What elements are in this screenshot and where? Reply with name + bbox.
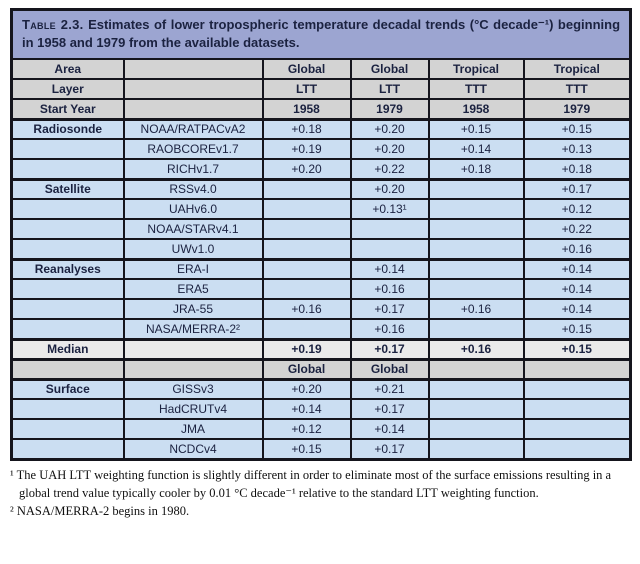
cell-global-1958: +0.20: [263, 379, 351, 399]
cell-global-1979: +0.16: [351, 319, 429, 339]
row-reanalyses-merra2: [12, 319, 631, 339]
cell-global-1958: +0.12: [263, 419, 351, 439]
header-label-area: Area: [12, 59, 124, 79]
footnote-2: ² NASA/MERRA-2 begins in 1980.: [10, 504, 190, 519]
cell-global-1979: +0.14: [351, 259, 429, 279]
cell-global-1979: +0.17: [351, 399, 429, 419]
cell-dataset: [124, 79, 263, 99]
cell-global-1958: +0.18: [263, 119, 351, 139]
row-radiosonde-rich: [12, 159, 631, 179]
cell-dataset: RAOBCOREv1.7: [124, 139, 263, 159]
header-row-area: [12, 59, 631, 79]
group-label-empty: [12, 219, 124, 239]
cell-global-1958: +0.15: [263, 439, 351, 459]
cell-global-1958: +0.19: [263, 139, 351, 159]
cell-global-1979: [351, 239, 429, 259]
cell-tropical-1979: +0.18: [524, 159, 631, 179]
cell-tropical-1979: +0.14: [524, 259, 631, 279]
group-label-empty: [12, 399, 124, 419]
cell-dataset: NOAA/STARv4.1: [124, 219, 263, 239]
group-label-empty: [12, 279, 124, 299]
header-label-layer: Layer: [12, 79, 124, 99]
footnotes: [10, 466, 630, 520]
cell-global-1958: +0.14: [263, 399, 351, 419]
row-radiosonde-raobcore: [12, 139, 631, 159]
cell-global-1979: +0.21: [351, 379, 429, 399]
cell-col-global-1958: Global: [263, 59, 351, 79]
cell-dataset: ERA-I: [124, 259, 263, 279]
cell-tropical-1958: +0.18: [429, 159, 524, 179]
cell-tropical-1958: [429, 439, 524, 459]
cell-tropical-1979: [524, 399, 631, 419]
row-surface-giss: [12, 379, 631, 399]
table-number: Table 2.3.: [22, 17, 84, 32]
cell-tropical-1958: +0.16: [429, 299, 524, 319]
row-reanalyses-era-i: [12, 259, 631, 279]
cell-global-1979: +0.16: [351, 279, 429, 299]
cell-global-1958: [263, 199, 351, 219]
cell-col-global-1979: Global: [351, 359, 429, 379]
cell-global-1958: [263, 279, 351, 299]
cell-dataset: NCDCv4: [124, 439, 263, 459]
subheader-row-global: [12, 359, 631, 379]
table-caption-row: [12, 10, 631, 60]
cell-dataset: JRA-55: [124, 299, 263, 319]
cell-tropical-1958: [429, 399, 524, 419]
cell-tropical-1958: +0.16: [429, 339, 524, 359]
cell-tropical-1979: [524, 439, 631, 459]
cell-col-global-1958: LTT: [263, 79, 351, 99]
cell-tropical-1979: [524, 419, 631, 439]
row-satellite-noaa-star: [12, 219, 631, 239]
median-label: Median: [12, 339, 124, 359]
cell-dataset: RICHv1.7: [124, 159, 263, 179]
row-median: [12, 339, 631, 359]
row-radiosonde-noaa-ratpac: [12, 119, 631, 139]
cell-tropical-1979: +0.16: [524, 239, 631, 259]
header-row-layer: [12, 79, 631, 99]
cell-tropical-1958: [429, 379, 524, 399]
cell-tropical-1979: +0.15: [524, 339, 631, 359]
cell-tropical-1979: +0.17: [524, 179, 631, 199]
cell-global-1979: +0.13¹: [351, 199, 429, 219]
cell-global-1958: +0.16: [263, 299, 351, 319]
group-label-surface: Surface: [12, 379, 124, 399]
group-label-empty: [12, 159, 124, 179]
cell-dataset: [124, 99, 263, 119]
cell-global-1979: [351, 219, 429, 239]
cell-empty: [524, 359, 631, 379]
group-label-radiosonde: Radiosonde: [12, 119, 124, 139]
row-surface-ncdc: [12, 439, 631, 459]
cell-global-1979: +0.20: [351, 139, 429, 159]
cell-tropical-1958: [429, 239, 524, 259]
cell-col-global-1958: Global: [263, 359, 351, 379]
cell-tropical-1979: +0.12: [524, 199, 631, 219]
temperature-trends-table: [10, 8, 632, 461]
cell-tropical-1958: [429, 419, 524, 439]
cell-tropical-1979: +0.15: [524, 319, 631, 339]
cell-tropical-1958: [429, 279, 524, 299]
cell-tropical-1958: [429, 199, 524, 219]
footnote-1: ¹ The UAH LTT weighting function is slightly different in order to eliminate most of the surface emissions resulting in a global trend value typically cooler by 0.01 °C decade⁻¹ relative to the standard LTT weighting function.: [10, 467, 612, 500]
cell-col-global-1979: LTT: [351, 79, 429, 99]
row-satellite-rss: [12, 179, 631, 199]
row-reanalyses-jra55: [12, 299, 631, 319]
cell-global-1979: +0.17: [351, 439, 429, 459]
cell-empty: [12, 359, 124, 379]
cell-col-global-1979: 1979: [351, 99, 429, 119]
cell-tropical-1958: [429, 259, 524, 279]
cell-dataset: HadCRUTv4: [124, 399, 263, 419]
table-caption-text: Estimates of lower tropospheric temperature decadal trends (°C decade⁻¹) beginning in 1958 and 1979 from the available datasets.: [22, 17, 621, 51]
cell-global-1958: +0.20: [263, 159, 351, 179]
row-surface-hadcrut: [12, 399, 631, 419]
group-label-satellite: Satellite: [12, 179, 124, 199]
cell-tropical-1958: +0.14: [429, 139, 524, 159]
cell-dataset: NASA/MERRA-2²: [124, 319, 263, 339]
cell-col-tropical-1979: Tropical: [524, 59, 631, 79]
cell-tropical-1979: [524, 379, 631, 399]
row-reanalyses-era5: [12, 279, 631, 299]
cell-global-1979: +0.20: [351, 179, 429, 199]
cell-col-tropical-1958: 1958: [429, 99, 524, 119]
cell-dataset: RSSv4.0: [124, 179, 263, 199]
cell-col-tropical-1958: Tropical: [429, 59, 524, 79]
cell-dataset: GISSv3: [124, 379, 263, 399]
cell-global-1958: [263, 179, 351, 199]
cell-global-1958: [263, 219, 351, 239]
cell-dataset: ERA5: [124, 279, 263, 299]
header-row-start-year: [12, 99, 631, 119]
cell-tropical-1979: +0.14: [524, 279, 631, 299]
cell-tropical-1958: [429, 179, 524, 199]
row-satellite-uw: [12, 239, 631, 259]
cell-col-global-1958: 1958: [263, 99, 351, 119]
group-label-empty: [12, 439, 124, 459]
cell-tropical-1979: +0.22: [524, 219, 631, 239]
cell-tropical-1979: +0.13: [524, 139, 631, 159]
group-label-empty: [12, 419, 124, 439]
cell-col-tropical-1958: TTT: [429, 79, 524, 99]
cell-global-1979: +0.14: [351, 419, 429, 439]
cell-tropical-1958: [429, 219, 524, 239]
group-label-empty: [12, 139, 124, 159]
cell-dataset: UWv1.0: [124, 239, 263, 259]
cell-global-1958: [263, 239, 351, 259]
group-label-empty: [12, 239, 124, 259]
cell-empty: [429, 359, 524, 379]
cell-tropical-1979: +0.14: [524, 299, 631, 319]
group-label-empty: [12, 299, 124, 319]
row-surface-jma: [12, 419, 631, 439]
cell-global-1958: [263, 319, 351, 339]
cell-dataset: [124, 59, 263, 79]
cell-dataset: NOAA/RATPACvA2: [124, 119, 263, 139]
cell-global-1958: [263, 259, 351, 279]
cell-tropical-1979: +0.15: [524, 119, 631, 139]
group-label-empty: [12, 319, 124, 339]
cell-col-tropical-1979: 1979: [524, 99, 631, 119]
cell-dataset: [124, 339, 263, 359]
header-label-start-year: Start Year: [12, 99, 124, 119]
cell-global-1979: +0.20: [351, 119, 429, 139]
cell-global-1979: +0.17: [351, 339, 429, 359]
cell-col-tropical-1979: TTT: [524, 79, 631, 99]
cell-tropical-1958: [429, 319, 524, 339]
cell-global-1979: +0.22: [351, 159, 429, 179]
row-satellite-uah: [12, 199, 631, 219]
cell-col-global-1979: Global: [351, 59, 429, 79]
cell-dataset: JMA: [124, 419, 263, 439]
cell-dataset: [124, 359, 263, 379]
cell-dataset: UAHv6.0: [124, 199, 263, 219]
cell-tropical-1958: +0.15: [429, 119, 524, 139]
group-label-reanalyses: Reanalyses: [12, 259, 124, 279]
cell-global-1979: +0.17: [351, 299, 429, 319]
cell-global-1958: +0.19: [263, 339, 351, 359]
group-label-empty: [12, 199, 124, 219]
table-caption: [12, 10, 631, 60]
